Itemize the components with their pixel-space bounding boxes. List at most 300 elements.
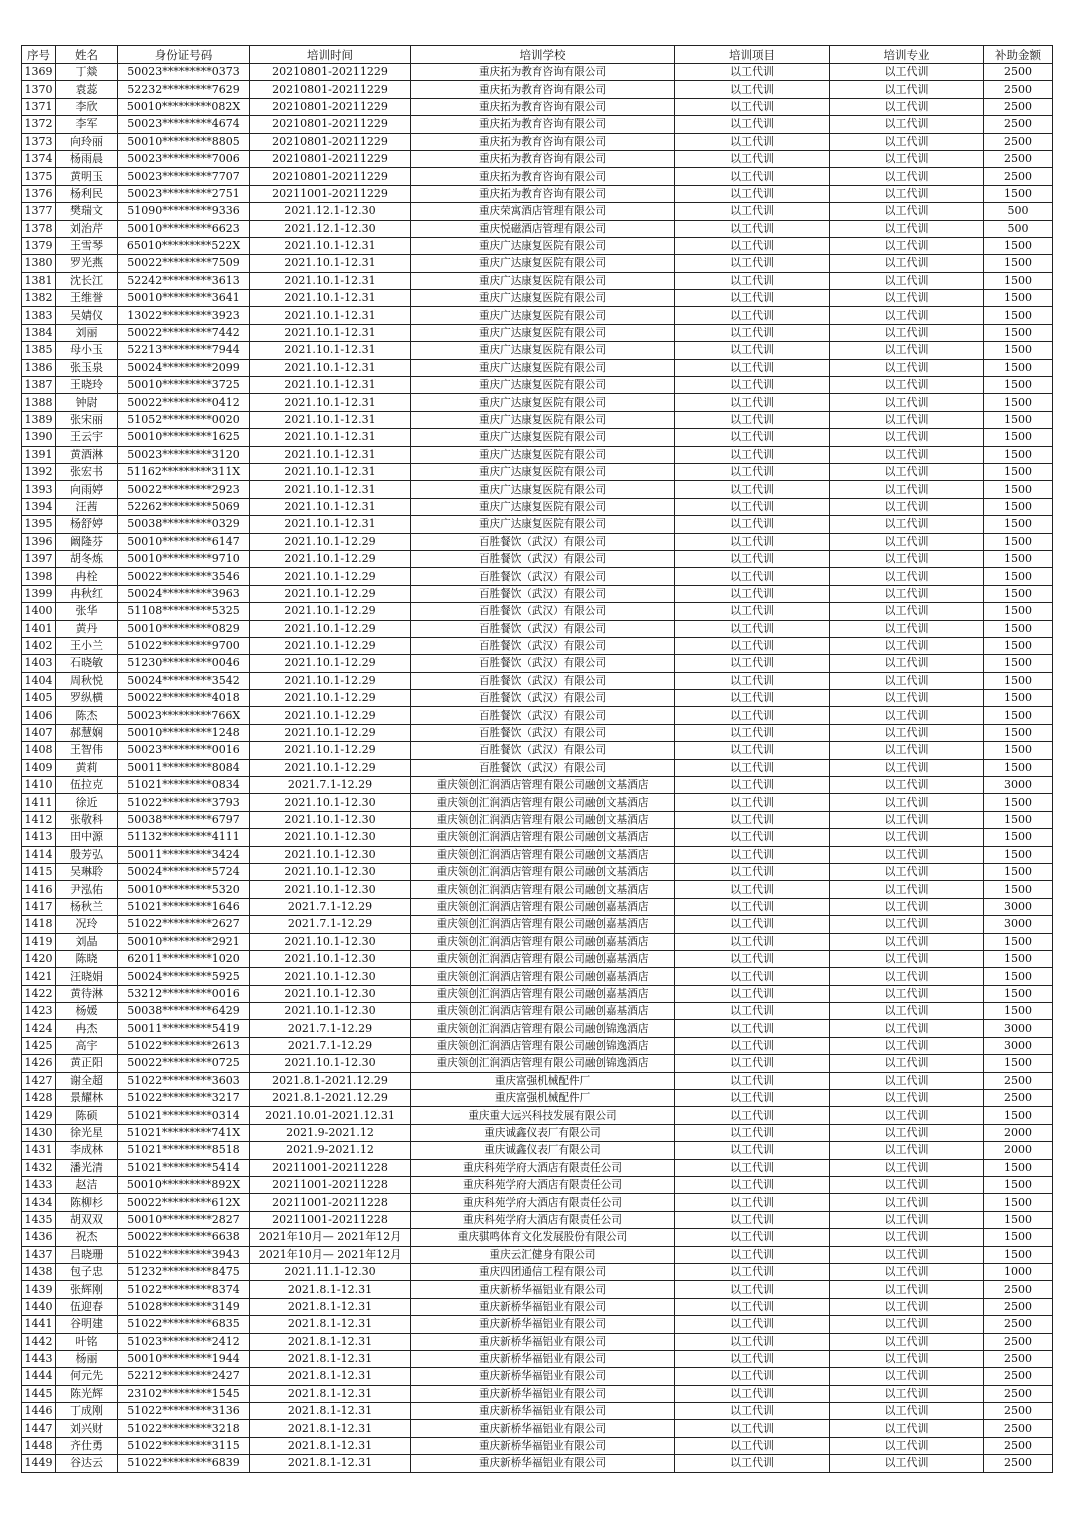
cell-seq: 1382: [22, 290, 56, 307]
cell-name: 田中源: [56, 829, 118, 846]
cell-training-project: 以工代训: [675, 185, 830, 202]
cell-subsidy-amount: 2500: [984, 116, 1053, 133]
cell-training-major: 以工代训: [830, 463, 984, 480]
cell-training-school: 重庆广达康复医院有限公司: [411, 290, 675, 307]
cell-training-major: 以工代训: [830, 1298, 984, 1315]
cell-seq: 1417: [22, 898, 56, 915]
header-subsidy-amount: 补助金额: [984, 46, 1053, 64]
cell-training-school: 重庆新桥华福铝业有限公司: [411, 1455, 675, 1472]
cell-name: 王智伟: [56, 742, 118, 759]
cell-training-major: 以工代训: [830, 377, 984, 394]
cell-training-major: 以工代训: [830, 846, 984, 863]
cell-name: 王云宇: [56, 429, 118, 446]
cell-training-period: 2021.7.1-12.29: [250, 777, 411, 794]
cell-training-project: 以工代训: [675, 1298, 830, 1315]
cell-subsidy-amount: 2500: [984, 1455, 1053, 1472]
cell-subsidy-amount: 1500: [984, 759, 1053, 776]
cell-training-period: 2021.10.1-12.31: [250, 463, 411, 480]
cell-id-number: 50010*********082X: [118, 98, 250, 115]
cell-subsidy-amount: 2500: [984, 1072, 1053, 1089]
table-row: [22, 881, 1053, 898]
table-row: [22, 1020, 1053, 1037]
cell-subsidy-amount: 2500: [984, 1385, 1053, 1402]
table-row: [22, 133, 1053, 150]
cell-seq: 1449: [22, 1455, 56, 1472]
cell-id-number: 50010*********1625: [118, 429, 250, 446]
cell-subsidy-amount: 1500: [984, 933, 1053, 950]
cell-training-project: 以工代训: [675, 1437, 830, 1454]
cell-subsidy-amount: 1500: [984, 1194, 1053, 1211]
cell-name: 郝慧娴: [56, 724, 118, 741]
cell-training-project: 以工代训: [675, 811, 830, 828]
cell-training-project: 以工代训: [675, 1263, 830, 1280]
cell-training-period: 2021.10.1-12.30: [250, 863, 411, 880]
cell-id-number: 51132*********4111: [118, 829, 250, 846]
cell-training-major: 以工代训: [830, 516, 984, 533]
cell-training-period: 2021.10.1-12.30: [250, 968, 411, 985]
cell-training-period: 2021.10.1-12.30: [250, 933, 411, 950]
cell-training-project: 以工代训: [675, 203, 830, 220]
cell-name: 刘治芹: [56, 220, 118, 237]
cell-training-school: 重庆广达康复医院有限公司: [411, 516, 675, 533]
cell-training-school: 百胜餐饮（武汉）有限公司: [411, 707, 675, 724]
cell-training-school: 重庆领创汇润酒店管理有限公司融创嘉基酒店: [411, 916, 675, 933]
cell-seq: 1416: [22, 881, 56, 898]
cell-seq: 1422: [22, 985, 56, 1002]
cell-id-number: 50022*********7509: [118, 255, 250, 272]
cell-training-project: 以工代训: [675, 829, 830, 846]
cell-seq: 1404: [22, 672, 56, 689]
cell-seq: 1431: [22, 1142, 56, 1159]
cell-training-major: 以工代训: [830, 394, 984, 411]
cell-training-period: 2021.10.1-12.30: [250, 985, 411, 1002]
header-seq: 序号: [22, 46, 56, 64]
cell-subsidy-amount: 1500: [984, 481, 1053, 498]
cell-training-period: 20210801-20211229: [250, 98, 411, 115]
cell-training-project: 以工代训: [675, 411, 830, 428]
cell-subsidy-amount: 1500: [984, 846, 1053, 863]
cell-training-period: 2021.10.1-12.31: [250, 324, 411, 341]
cell-id-number: 51022*********6835: [118, 1316, 250, 1333]
table-row: [22, 968, 1053, 985]
cell-training-school: 重庆广达康复医院有限公司: [411, 237, 675, 254]
cell-seq: 1401: [22, 620, 56, 637]
cell-training-school: 重庆领创汇润酒店管理有限公司融创文基酒店: [411, 811, 675, 828]
cell-training-school: 重庆广达康复医院有限公司: [411, 272, 675, 289]
cell-training-period: 2021.10.1-12.31: [250, 359, 411, 376]
cell-training-school: 百胜餐饮（武汉）有限公司: [411, 585, 675, 602]
cell-name: 刘晶: [56, 933, 118, 950]
table-row: [22, 1350, 1053, 1367]
cell-subsidy-amount: 1500: [984, 1055, 1053, 1072]
cell-training-project: 以工代训: [675, 672, 830, 689]
cell-seq: 1394: [22, 498, 56, 515]
cell-training-major: 以工代训: [830, 1316, 984, 1333]
cell-subsidy-amount: 2500: [984, 150, 1053, 167]
cell-training-project: 以工代训: [675, 777, 830, 794]
cell-training-period: 20211001-20211228: [250, 1159, 411, 1176]
cell-training-period: 2021.10.1-12.31: [250, 237, 411, 254]
cell-seq: 1423: [22, 1003, 56, 1020]
cell-training-major: 以工代训: [830, 742, 984, 759]
cell-name: 张辉刚: [56, 1281, 118, 1298]
cell-training-major: 以工代训: [830, 359, 984, 376]
cell-id-number: 51023*********2412: [118, 1333, 250, 1350]
cell-training-project: 以工代训: [675, 359, 830, 376]
cell-name: 吴婧仪: [56, 307, 118, 324]
cell-seq: 1375: [22, 168, 56, 185]
cell-name: 谷达云: [56, 1455, 118, 1472]
cell-training-school: 百胜餐饮（武汉）有限公司: [411, 759, 675, 776]
cell-training-major: 以工代训: [830, 342, 984, 359]
cell-subsidy-amount: 1500: [984, 394, 1053, 411]
cell-subsidy-amount: 2000: [984, 1142, 1053, 1159]
cell-id-number: 51022*********3943: [118, 1246, 250, 1263]
cell-name: 樊瑞文: [56, 203, 118, 220]
cell-training-period: 2021.7.1-12.29: [250, 1020, 411, 1037]
cell-seq: 1383: [22, 307, 56, 324]
cell-training-major: 以工代训: [830, 1124, 984, 1141]
table-row: [22, 168, 1053, 185]
cell-training-school: 重庆拓为教育咨询有限公司: [411, 168, 675, 185]
cell-subsidy-amount: 1500: [984, 446, 1053, 463]
cell-seq: 1381: [22, 272, 56, 289]
header-row: [22, 46, 1053, 64]
cell-training-period: 2021年10月— 2021年12月: [250, 1246, 411, 1263]
cell-training-period: 2021.8.1-12.31: [250, 1298, 411, 1315]
cell-training-project: 以工代训: [675, 516, 830, 533]
table-row: [22, 863, 1053, 880]
table-row: [22, 1455, 1053, 1472]
cell-name: 丁成刚: [56, 1403, 118, 1420]
cell-subsidy-amount: 1500: [984, 533, 1053, 550]
cell-training-project: 以工代训: [675, 446, 830, 463]
cell-training-school: 重庆科苑学府大酒店有限责任公司: [411, 1194, 675, 1211]
cell-subsidy-amount: 2500: [984, 1316, 1053, 1333]
cell-id-number: 51021*********1646: [118, 898, 250, 915]
cell-subsidy-amount: 1500: [984, 377, 1053, 394]
cell-training-period: 20210801-20211229: [250, 64, 411, 81]
cell-subsidy-amount: 3000: [984, 1020, 1053, 1037]
cell-training-school: 重庆新桥华福铝业有限公司: [411, 1403, 675, 1420]
cell-training-major: 以工代训: [830, 98, 984, 115]
cell-training-school: 重庆拓为教育咨询有限公司: [411, 98, 675, 115]
cell-subsidy-amount: 500: [984, 203, 1053, 220]
cell-subsidy-amount: 1500: [984, 881, 1053, 898]
cell-training-period: 2021.8.1-12.31: [250, 1316, 411, 1333]
cell-name: 冉栓: [56, 568, 118, 585]
cell-id-number: 51022*********3136: [118, 1403, 250, 1420]
cell-training-school: 重庆重大远兴科技发展有限公司: [411, 1107, 675, 1124]
cell-name: 黄待淋: [56, 985, 118, 1002]
cell-name: 胡双双: [56, 1211, 118, 1228]
cell-seq: 1393: [22, 481, 56, 498]
table-row: [22, 1211, 1053, 1228]
cell-training-major: 以工代训: [830, 1385, 984, 1402]
table-row: [22, 846, 1053, 863]
table-row: [22, 116, 1053, 133]
cell-name: 黄酒淋: [56, 446, 118, 463]
cell-training-project: 以工代训: [675, 1350, 830, 1367]
cell-training-school: 重庆领创汇润酒店管理有限公司融创嘉基酒店: [411, 1003, 675, 1020]
cell-training-period: 2021.10.1-12.31: [250, 394, 411, 411]
cell-training-project: 以工代训: [675, 950, 830, 967]
cell-name: 陈晓: [56, 950, 118, 967]
cell-training-project: 以工代训: [675, 1229, 830, 1246]
cell-training-project: 以工代训: [675, 1211, 830, 1228]
table-row: [22, 64, 1053, 81]
cell-training-school: 重庆拓为教育咨询有限公司: [411, 81, 675, 98]
cell-id-number: 50010*********2827: [118, 1211, 250, 1228]
cell-name: 黄丹: [56, 620, 118, 637]
cell-training-period: 20211001-20211228: [250, 1211, 411, 1228]
table-row: [22, 463, 1053, 480]
cell-id-number: 51022*********2613: [118, 1037, 250, 1054]
cell-training-school: 百胜餐饮（武汉）有限公司: [411, 742, 675, 759]
cell-name: 黄正阳: [56, 1055, 118, 1072]
cell-training-school: 重庆新桥华福铝业有限公司: [411, 1437, 675, 1454]
cell-subsidy-amount: 1500: [984, 985, 1053, 1002]
cell-subsidy-amount: 1500: [984, 429, 1053, 446]
cell-training-project: 以工代训: [675, 568, 830, 585]
cell-training-major: 以工代训: [830, 1037, 984, 1054]
cell-training-period: 2021.10.1-12.31: [250, 446, 411, 463]
cell-subsidy-amount: 3000: [984, 1037, 1053, 1054]
table-row: [22, 1368, 1053, 1385]
cell-training-major: 以工代训: [830, 1003, 984, 1020]
cell-name: 伍拉克: [56, 777, 118, 794]
cell-seq: 1436: [22, 1229, 56, 1246]
cell-training-project: 以工代训: [675, 1316, 830, 1333]
cell-training-school: 重庆广达康复医院有限公司: [411, 394, 675, 411]
table-row: [22, 933, 1053, 950]
cell-training-project: 以工代训: [675, 116, 830, 133]
table-row: [22, 829, 1053, 846]
cell-training-period: 2021.10.1-12.31: [250, 498, 411, 515]
cell-training-project: 以工代训: [675, 533, 830, 550]
cell-name: 潘光清: [56, 1159, 118, 1176]
cell-name: 殷芳弘: [56, 846, 118, 863]
cell-id-number: 51230*********0046: [118, 655, 250, 672]
cell-name: 齐仕勇: [56, 1437, 118, 1454]
cell-training-school: 百胜餐饮（武汉）有限公司: [411, 672, 675, 689]
cell-seq: 1408: [22, 742, 56, 759]
cell-training-project: 以工代训: [675, 64, 830, 81]
cell-training-project: 以工代训: [675, 1403, 830, 1420]
table-row: [22, 1298, 1053, 1315]
cell-training-period: 2021.8.1-12.31: [250, 1281, 411, 1298]
cell-training-period: 2021.10.1-12.30: [250, 846, 411, 863]
cell-training-major: 以工代训: [830, 690, 984, 707]
cell-name: 何元先: [56, 1368, 118, 1385]
cell-training-period: 2021.10.1-12.29: [250, 759, 411, 776]
cell-training-major: 以工代训: [830, 1350, 984, 1367]
cell-training-period: 2021.10.1-12.30: [250, 811, 411, 828]
cell-training-school: 重庆新桥华福铝业有限公司: [411, 1350, 675, 1367]
cell-id-number: 65010*********522X: [118, 237, 250, 254]
table-row: [22, 811, 1053, 828]
cell-training-period: 2021.10.1-12.29: [250, 568, 411, 585]
cell-training-period: 2021.11.1-12.30: [250, 1263, 411, 1280]
table-row: [22, 324, 1053, 341]
cell-training-project: 以工代训: [675, 81, 830, 98]
cell-training-period: 2021.10.1-12.29: [250, 620, 411, 637]
cell-training-period: 2021.12.1-12.30: [250, 203, 411, 220]
cell-subsidy-amount: 1500: [984, 620, 1053, 637]
cell-name: 石晓敏: [56, 655, 118, 672]
cell-name: 黄莉: [56, 759, 118, 776]
cell-seq: 1385: [22, 342, 56, 359]
cell-training-period: 2021.10.1-12.29: [250, 672, 411, 689]
cell-id-number: 50023*********2751: [118, 185, 250, 202]
cell-seq: 1432: [22, 1159, 56, 1176]
cell-seq: 1371: [22, 98, 56, 115]
cell-id-number: 50038*********6797: [118, 811, 250, 828]
table-row: [22, 585, 1053, 602]
table-row: [22, 446, 1053, 463]
cell-training-major: 以工代训: [830, 1055, 984, 1072]
cell-training-period: 20210801-20211229: [250, 116, 411, 133]
cell-id-number: 51022*********3218: [118, 1420, 250, 1437]
cell-subsidy-amount: 1500: [984, 690, 1053, 707]
cell-name: 徐近: [56, 794, 118, 811]
cell-name: 吕晓珊: [56, 1246, 118, 1263]
cell-training-school: 重庆诚鑫仪表厂有限公司: [411, 1142, 675, 1159]
cell-training-school: 重庆富强机械配件厂: [411, 1072, 675, 1089]
cell-training-project: 以工代训: [675, 707, 830, 724]
cell-training-period: 20210801-20211229: [250, 168, 411, 185]
cell-training-project: 以工代训: [675, 133, 830, 150]
cell-seq: 1410: [22, 777, 56, 794]
cell-seq: 1395: [22, 516, 56, 533]
cell-training-project: 以工代训: [675, 1246, 830, 1263]
cell-name: 王小兰: [56, 637, 118, 654]
cell-training-period: 2021.9-2021.12: [250, 1142, 411, 1159]
cell-training-major: 以工代训: [830, 1368, 984, 1385]
cell-training-major: 以工代训: [830, 1229, 984, 1246]
cell-training-period: 2021.10.1-12.31: [250, 429, 411, 446]
cell-subsidy-amount: 1000: [984, 1263, 1053, 1280]
cell-seq: 1418: [22, 916, 56, 933]
cell-subsidy-amount: 1500: [984, 411, 1053, 428]
cell-seq: 1442: [22, 1333, 56, 1350]
cell-training-period: 20210801-20211229: [250, 150, 411, 167]
cell-subsidy-amount: 2500: [984, 133, 1053, 150]
cell-subsidy-amount: 2500: [984, 1403, 1053, 1420]
cell-seq: 1398: [22, 568, 56, 585]
cell-id-number: 50022*********612X: [118, 1194, 250, 1211]
cell-training-school: 重庆新桥华福铝业有限公司: [411, 1385, 675, 1402]
cell-seq: 1434: [22, 1194, 56, 1211]
cell-training-period: 2021.10.1-12.31: [250, 255, 411, 272]
cell-training-major: 以工代训: [830, 568, 984, 585]
cell-training-project: 以工代训: [675, 377, 830, 394]
cell-training-project: 以工代训: [675, 585, 830, 602]
table-row: [22, 290, 1053, 307]
cell-subsidy-amount: 2500: [984, 98, 1053, 115]
cell-name: 张玉泉: [56, 359, 118, 376]
cell-training-major: 以工代训: [830, 203, 984, 220]
cell-seq: 1390: [22, 429, 56, 446]
cell-training-period: 20211001-20211229: [250, 185, 411, 202]
table-row: [22, 1159, 1053, 1176]
cell-seq: 1420: [22, 950, 56, 967]
cell-name: 杨舒婷: [56, 516, 118, 533]
cell-subsidy-amount: 2500: [984, 1333, 1053, 1350]
cell-training-major: 以工代训: [830, 585, 984, 602]
cell-id-number: 51022*********3603: [118, 1072, 250, 1089]
cell-training-period: 2021.10.1-12.30: [250, 881, 411, 898]
cell-training-project: 以工代训: [675, 1003, 830, 1020]
cell-training-major: 以工代训: [830, 1420, 984, 1437]
cell-subsidy-amount: 1500: [984, 724, 1053, 741]
table-row: [22, 150, 1053, 167]
cell-training-period: 2021.8.1-12.31: [250, 1385, 411, 1402]
cell-training-period: 2021.10.1-12.29: [250, 585, 411, 602]
cell-training-major: 以工代训: [830, 133, 984, 150]
table-row: [22, 377, 1053, 394]
cell-training-period: 2021.10.1-12.29: [250, 637, 411, 654]
cell-training-period: 2021.10.1-12.29: [250, 742, 411, 759]
cell-id-number: 50022*********0412: [118, 394, 250, 411]
cell-training-period: 2021.10.1-12.31: [250, 272, 411, 289]
cell-training-major: 以工代训: [830, 777, 984, 794]
cell-id-number: 50023*********0373: [118, 64, 250, 81]
cell-name: 陈硕: [56, 1107, 118, 1124]
cell-training-school: 百胜餐饮（武汉）有限公司: [411, 724, 675, 741]
cell-training-period: 2021.10.1-12.30: [250, 794, 411, 811]
cell-training-school: 重庆拓为教育咨询有限公司: [411, 116, 675, 133]
cell-subsidy-amount: 1500: [984, 794, 1053, 811]
table-row: [22, 655, 1053, 672]
cell-seq: 1399: [22, 585, 56, 602]
cell-id-number: 50024*********3542: [118, 672, 250, 689]
cell-training-major: 以工代训: [830, 1177, 984, 1194]
table-row: [22, 1090, 1053, 1107]
cell-id-number: 51021*********0834: [118, 777, 250, 794]
cell-training-major: 以工代训: [830, 655, 984, 672]
cell-name: 向玲丽: [56, 133, 118, 150]
cell-training-period: 2021.10.1-12.30: [250, 1055, 411, 1072]
cell-training-school: 重庆富强机械配件厂: [411, 1090, 675, 1107]
cell-training-school: 重庆新桥华福铝业有限公司: [411, 1420, 675, 1437]
cell-training-project: 以工代训: [675, 150, 830, 167]
cell-training-school: 重庆新桥华福铝业有限公司: [411, 1281, 675, 1298]
cell-subsidy-amount: 1500: [984, 655, 1053, 672]
cell-training-period: 2021.10.1-12.30: [250, 1003, 411, 1020]
cell-training-school: 百胜餐饮（武汉）有限公司: [411, 550, 675, 567]
cell-training-major: 以工代训: [830, 1194, 984, 1211]
cell-id-number: 50010*********1248: [118, 724, 250, 741]
cell-id-number: 50010*********3641: [118, 290, 250, 307]
cell-training-project: 以工代训: [675, 1368, 830, 1385]
cell-subsidy-amount: 3000: [984, 916, 1053, 933]
cell-id-number: 51021*********0314: [118, 1107, 250, 1124]
cell-training-major: 以工代训: [830, 1455, 984, 1472]
cell-name: 王晓玲: [56, 377, 118, 394]
cell-id-number: 62011*********1020: [118, 950, 250, 967]
table-row: [22, 568, 1053, 585]
cell-training-major: 以工代训: [830, 1107, 984, 1124]
cell-id-number: 50022*********7442: [118, 324, 250, 341]
cell-training-major: 以工代训: [830, 411, 984, 428]
cell-id-number: 51021*********8518: [118, 1142, 250, 1159]
cell-training-major: 以工代训: [830, 1072, 984, 1089]
cell-training-project: 以工代训: [675, 724, 830, 741]
table-row: [22, 359, 1053, 376]
cell-subsidy-amount: 1500: [984, 742, 1053, 759]
cell-training-period: 2021.8.1-12.31: [250, 1403, 411, 1420]
